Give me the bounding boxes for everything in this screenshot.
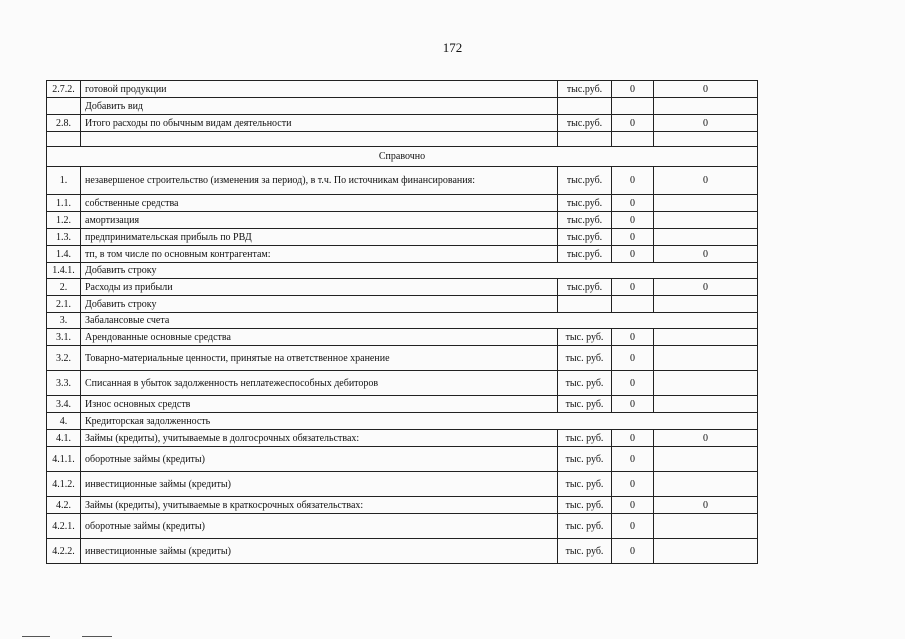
unit-cell: тыс. руб. [558, 371, 612, 396]
table-row [47, 98, 758, 115]
value-cell: 0 [654, 279, 758, 296]
unit-cell: тыс.руб. [558, 167, 612, 195]
table-row [47, 81, 758, 98]
value-cell: 0 [654, 81, 758, 98]
row-number: 3.3. [47, 371, 81, 396]
row-number: 1.4. [47, 246, 81, 263]
table-row [47, 195, 758, 212]
row-label: Добавить строку [81, 263, 758, 279]
value-cell [654, 514, 758, 539]
unit-cell: тыс. руб. [558, 447, 612, 472]
value-cell: 0 [654, 115, 758, 132]
value-cell: 0 [612, 167, 654, 195]
table-row [47, 296, 758, 313]
table-row [47, 430, 758, 447]
row-label: предпринимательская прибыль по РВД [81, 229, 558, 246]
row-label: готовой продукции [81, 81, 558, 98]
value-cell: 0 [612, 430, 654, 447]
table-row [47, 472, 758, 497]
table-row [47, 413, 758, 430]
row-number: 1.1. [47, 195, 81, 212]
row-number: 1.3. [47, 229, 81, 246]
row-label: Итого расходы по обычным видам деятельности [81, 115, 558, 132]
value-cell: 0 [612, 246, 654, 263]
row-label: Износ основных средств [81, 396, 558, 413]
row-number: 4.1. [47, 430, 81, 447]
row-number: 2.1. [47, 296, 81, 313]
value-cell [654, 195, 758, 212]
unit-cell [558, 98, 612, 115]
table-row [47, 539, 758, 564]
row-label: Займы (кредиты), учитываемые в краткосрочных обязательствах: [81, 497, 558, 514]
value-cell: 0 [612, 447, 654, 472]
page-number: 172 [442, 40, 463, 55]
row-number: 4.2. [47, 497, 81, 514]
table-row [47, 132, 758, 147]
row-label [81, 132, 558, 147]
row-number: 2. [47, 279, 81, 296]
table-row [47, 329, 758, 346]
row-number: 1.2. [47, 212, 81, 229]
value-cell: 0 [612, 472, 654, 497]
unit-cell: тыс.руб. [558, 246, 612, 263]
unit-cell: тыс. руб. [558, 396, 612, 413]
scan-edge-mark [22, 636, 50, 637]
row-number: 1. [47, 167, 81, 195]
row-number: 4.1.2. [47, 472, 81, 497]
unit-cell: тыс. руб. [558, 472, 612, 497]
table-row [47, 447, 758, 472]
table-row [47, 115, 758, 132]
row-number: 2.7.2. [47, 81, 81, 98]
value-cell [654, 132, 758, 147]
value-cell [654, 371, 758, 396]
table-row [47, 229, 758, 246]
value-cell: 0 [612, 396, 654, 413]
row-label: Займы (кредиты), учитываемые в долгосрочных обязательствах: [81, 430, 558, 447]
value-cell [612, 296, 654, 313]
unit-cell [558, 132, 612, 147]
value-cell: 0 [654, 430, 758, 447]
value-cell: 0 [612, 514, 654, 539]
value-cell: 0 [612, 497, 654, 514]
value-cell: 0 [654, 497, 758, 514]
row-number: 3.4. [47, 396, 81, 413]
unit-cell [558, 296, 612, 313]
row-label: Кредиторская задолженность [81, 413, 758, 430]
table-row [47, 147, 758, 167]
value-cell: 0 [612, 229, 654, 246]
table-row [47, 263, 758, 279]
row-label: Расходы из прибыли [81, 279, 558, 296]
row-number: 4.1.1. [47, 447, 81, 472]
row-number: 4. [47, 413, 81, 430]
row-number: 3.1. [47, 329, 81, 346]
table-row [47, 396, 758, 413]
row-number [47, 98, 81, 115]
row-label: амортизация [81, 212, 558, 229]
row-label: оборотные займы (кредиты) [81, 514, 558, 539]
value-cell [654, 329, 758, 346]
unit-cell: тыс.руб. [558, 279, 612, 296]
value-cell [654, 296, 758, 313]
value-cell: 0 [612, 212, 654, 229]
section-heading: Справочно [47, 147, 758, 167]
table-row [47, 313, 758, 329]
table-body [47, 81, 758, 564]
value-cell [612, 132, 654, 147]
row-number: 1.4.1. [47, 263, 81, 279]
value-cell: 0 [612, 195, 654, 212]
row-label: Товарно-материальные ценности, принятые на ответственное хранение [81, 346, 558, 371]
value-cell [654, 229, 758, 246]
table-row [47, 246, 758, 263]
unit-cell: тыс. руб. [558, 514, 612, 539]
value-cell: 0 [654, 246, 758, 263]
row-label: Списанная в убыток задолженность неплатежеспособных дебиторов [81, 371, 558, 396]
row-number: 4.2.1. [47, 514, 81, 539]
row-label: инвестиционные займы (кредиты) [81, 539, 558, 564]
value-cell [654, 212, 758, 229]
value-cell: 0 [612, 371, 654, 396]
value-cell: 0 [612, 539, 654, 564]
value-cell: 0 [612, 115, 654, 132]
row-label: тп, в том числе по основным контрагентам: [81, 246, 558, 263]
value-cell [654, 396, 758, 413]
unit-cell: тыс.руб. [558, 115, 612, 132]
unit-cell: тыс.руб. [558, 229, 612, 246]
value-cell: 0 [612, 81, 654, 98]
value-cell [654, 472, 758, 497]
unit-cell: тыс. руб. [558, 329, 612, 346]
row-number [47, 132, 81, 147]
unit-cell: тыс.руб. [558, 81, 612, 98]
table-row [47, 167, 758, 195]
row-label: Арендованные основные средства [81, 329, 558, 346]
financial-table [46, 80, 758, 564]
row-number: 2.8. [47, 115, 81, 132]
row-label: незавершеное строительство (изменения за период), в т.ч. По источникам финансирования: [81, 167, 558, 195]
value-cell: 0 [612, 329, 654, 346]
value-cell [654, 539, 758, 564]
table-row [47, 279, 758, 296]
row-label: инвестиционные займы (кредиты) [81, 472, 558, 497]
value-cell [612, 98, 654, 115]
unit-cell: тыс. руб. [558, 497, 612, 514]
table-row [47, 371, 758, 396]
value-cell: 0 [654, 167, 758, 195]
value-cell [654, 346, 758, 371]
unit-cell: тыс. руб. [558, 430, 612, 447]
table-row [47, 514, 758, 539]
row-label: Добавить строку [81, 296, 558, 313]
table-row [47, 212, 758, 229]
row-number: 4.2.2. [47, 539, 81, 564]
value-cell [654, 447, 758, 472]
row-label: Забалансовые счета [81, 313, 758, 329]
unit-cell: тыс.руб. [558, 195, 612, 212]
row-number: 3. [47, 313, 81, 329]
table-row [47, 497, 758, 514]
scan-edge-mark [82, 636, 112, 637]
row-label: собственные средства [81, 195, 558, 212]
row-label: Добавить вид [81, 98, 558, 115]
row-number: 3.2. [47, 346, 81, 371]
row-label: оборотные займы (кредиты) [81, 447, 558, 472]
value-cell [654, 98, 758, 115]
value-cell: 0 [612, 346, 654, 371]
unit-cell: тыс. руб. [558, 539, 612, 564]
unit-cell: тыс.руб. [558, 212, 612, 229]
value-cell: 0 [612, 279, 654, 296]
unit-cell: тыс. руб. [558, 346, 612, 371]
table-row [47, 346, 758, 371]
